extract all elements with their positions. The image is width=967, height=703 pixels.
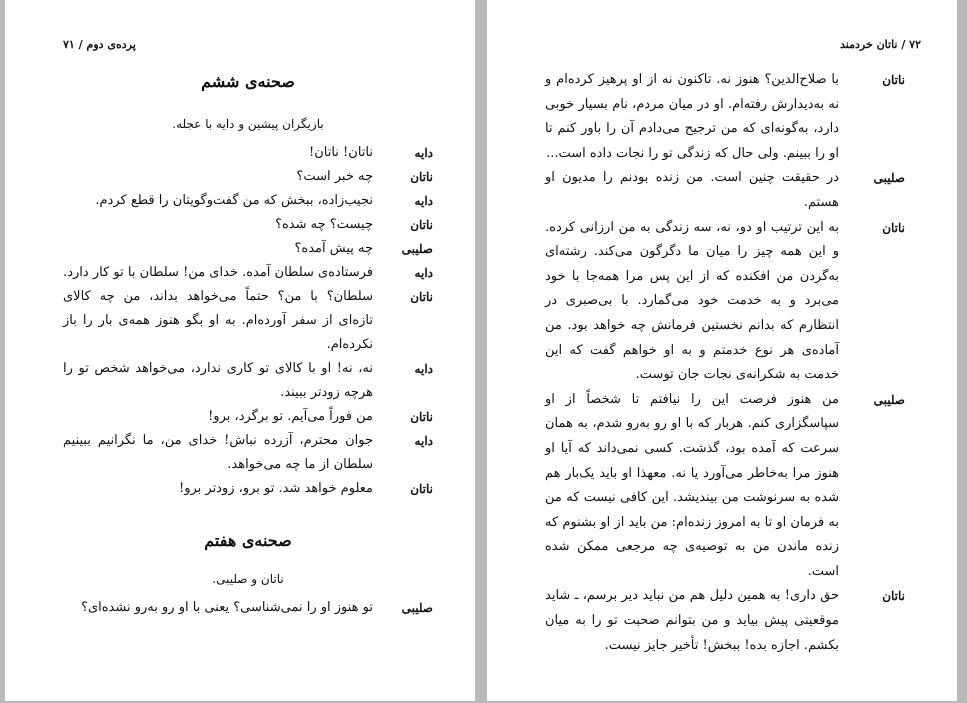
dialogue-text: چیست؟ چه شده؟ <box>275 217 373 232</box>
speaker-name: ناتان <box>410 290 433 304</box>
dialogue-row <box>63 285 433 357</box>
scene-title: صحنه‌ی ششم <box>201 72 295 91</box>
left-page-body <box>63 72 433 620</box>
dialogue-text: به این ترتیب او دو، نه، سه زندگی به من ارزانی کرده. و این همه چیز را میان ما دگرگون می‌کند. رشته‌ای به‌گردن من افکنده که از این پس مرا همه‌جا با خود می‌برد و به خدمت خود می‌گمارد. با بی‌صبری در انتظارم که بدانم نخستین فرمانش چه خواهد بود. من آماده‌ی هر نوع خدمتم و به او خواهم گفت که این خدمت به شکرانه‌ی نجات جان توست. <box>545 219 839 383</box>
right-page <box>487 0 957 701</box>
speaker-name: ناتان <box>410 170 433 184</box>
speaker-name: صلیبی <box>401 242 433 256</box>
dialogue-row <box>545 584 905 658</box>
dialogue-row <box>63 141 433 165</box>
dialogue-text: من فوراً می‌آیم. تو برگرد، برو! <box>208 409 373 424</box>
dialogue-text: حق داری! به همین دلیل هم من نباید دیر برسم، ـ شاید موقعیتی پیش بیاید و من بتوانم صحبت تو را به میان بکشم. اجازه بده! ببخش! تأخیر جایز نیست. <box>545 588 839 653</box>
dialogue-text: نجیب‌زاده، ببخش که من گفت‌وگویتان را قطع کردم. <box>95 193 373 208</box>
dialogue-row <box>545 216 905 388</box>
dialogue-text: فرستاده‌ی سلطان آمده. خدای من! سلطان با تو کار دارد. <box>63 265 373 280</box>
dialogue-row <box>63 189 433 213</box>
dialogue-text: تو هنوز او را نمی‌شناسی؟ یعنی با او رو به‌رو نشده‌ای؟ <box>81 600 373 615</box>
speaker-name: دایه <box>414 266 433 280</box>
dialogue-row <box>63 596 433 620</box>
dialogue-row <box>63 165 433 189</box>
dialogue-text: ناتان! ناتان! <box>309 145 373 160</box>
dialogue-row <box>63 405 433 429</box>
dialogue-row <box>63 429 433 477</box>
dialogue-text: در حقیقت چنین است. من زنده بودنم را مدیون او هستم. <box>545 170 839 210</box>
dialogue-row <box>545 68 905 166</box>
dialogue-row <box>63 477 433 501</box>
speaker-name: دایه <box>414 194 433 208</box>
stage-direction: ناتان و صلیبی. <box>212 572 284 586</box>
dialogue-text: معلوم خواهد شد. تو برو، زودتر برو! <box>178 481 373 496</box>
stage-direction: بازیگران پیشین و دایه با عجله. <box>172 117 324 131</box>
dialogue-text: نه، نه! او با کالای تو کاری ندارد، می‌خواهد شخص تو را هرچه زودتر ببیند. <box>63 361 373 400</box>
dialogue-text: سلطان؟ با من؟ حتماً می‌خواهد بداند، من چه کالای تازه‌ای از سفر آورده‌ام. به او بگو هنوز همه‌ی بار را باز نکرده‌ام. <box>63 289 373 352</box>
speaker-name: دایه <box>414 434 433 448</box>
dialogue-row <box>63 261 433 285</box>
speaker-name: دایه <box>414 362 433 376</box>
speaker-name: صلیبی <box>401 601 433 615</box>
dialogue-text: چه خبر است؟ <box>296 169 373 184</box>
right-page-body <box>545 68 905 658</box>
left-page <box>5 0 475 701</box>
dialogue-text: با صلاح‌الدین؟ هنوز نه. تاکنون نه از او پرهیز کرده‌ام و نه به‌دیدارش رفته‌ام. او در میان مردم، نام بسیار خوبی دارد، به‌گونه‌ای که من ترجیح می‌دادم آن را باور کنم تا او را ببینم. ولی حال که زندگی تو را نجات داده است... <box>545 72 839 161</box>
dialogue-row <box>63 213 433 237</box>
scene-title: صحنه‌ی هفتم <box>204 531 292 550</box>
speaker-name: ناتان <box>410 482 433 496</box>
dialogue-row <box>545 388 905 585</box>
speaker-name: صلیبی <box>873 171 905 186</box>
speaker-name: ناتان <box>410 218 433 232</box>
dialogue-text: چه پیش آمده؟ <box>294 241 373 256</box>
running-head-left: پرده‌ی دوم / ۷۱ <box>63 38 136 51</box>
dialogue-row <box>545 166 905 215</box>
speaker-name: ناتان <box>882 589 905 604</box>
speaker-name: ناتان <box>882 220 905 235</box>
dialogue-text: من هنوز فرصت این را نیافتم تا شخصاً از او سپاسگزاری کنم. هربار که با او رو به‌رو شدم، به همان سرعت که آمده بود، گذشت. کسی نمی‌داند که آیا او هنوز مرا به‌خاطر می‌آورد یا نه. معهذا او باید یک‌بار هم شده به سرنوشت من بیندیشد. این کافی نیست که من به فرمان او تا به امروز زنده‌ام: من باید از او بشنوم که زنده ماندن من به توصیه‌ی چه مرجعی ممکن شده است. <box>545 391 839 579</box>
speaker-name: دایه <box>414 146 433 160</box>
speaker-name: ناتان <box>882 73 905 87</box>
running-head-right: ۷۲ / ناتان خردمند <box>840 38 921 51</box>
dialogue-row <box>63 237 433 261</box>
dialogue-text: جوان محترم، آزرده نباش! خدای من، ما نگرانیم ببینیم سلطان از ما چه می‌خواهد. <box>63 433 373 472</box>
dialogue-row <box>63 357 433 405</box>
speaker-name: ناتان <box>410 410 433 424</box>
speaker-name: صلیبی <box>873 392 905 407</box>
